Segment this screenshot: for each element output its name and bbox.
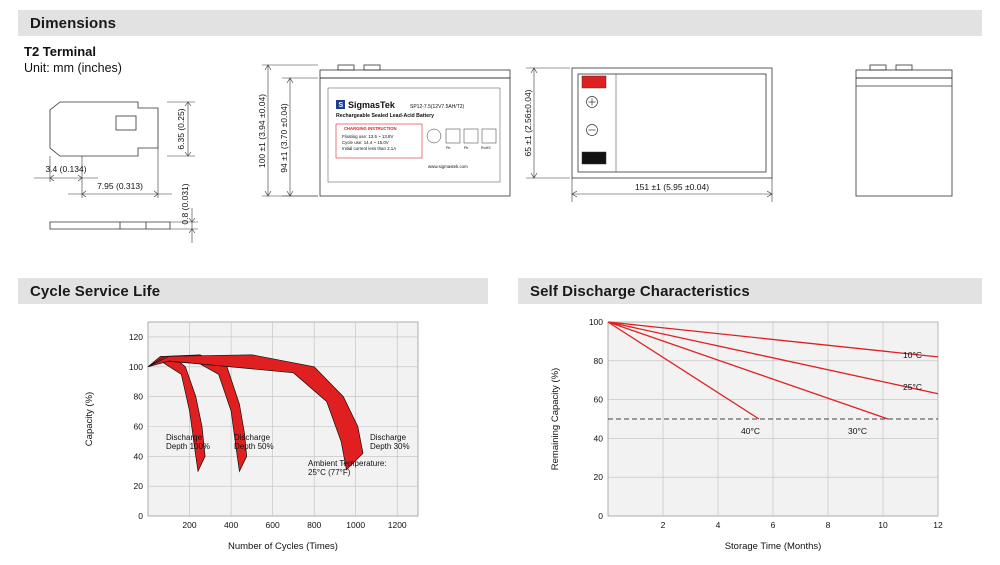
svg-text:600: 600: [265, 520, 280, 530]
label-25c: 25°C: [903, 382, 922, 392]
svg-text:100: 100: [588, 317, 603, 327]
svg-text:80: 80: [133, 391, 143, 402]
svg-text:400: 400: [224, 520, 239, 530]
chart-self-discharge: [518, 306, 988, 556]
section-header-self-discharge: [518, 278, 982, 304]
svg-text:0: 0: [598, 511, 603, 521]
svg-text:12: 12: [933, 520, 943, 530]
terminal-height-dim: 6.35 (0.25): [176, 108, 186, 150]
svg-text:Depth 100%: Depth 100%: [166, 442, 211, 451]
svg-text:CHARGING INSTRUCTION: CHARGING INSTRUCTION: [344, 126, 397, 131]
svg-text:Pb: Pb: [446, 146, 451, 150]
dimensions-subheading: [24, 44, 122, 75]
svg-text:6: 6: [770, 520, 776, 530]
svg-text:4: 4: [715, 520, 721, 530]
svg-text:80: 80: [593, 355, 603, 366]
cycle-xlabel: Number of Cycles (Times): [228, 541, 338, 552]
svg-text:8: 8: [825, 520, 831, 530]
svg-text:1200: 1200: [387, 520, 407, 530]
svg-text:200: 200: [182, 520, 197, 530]
svg-text:40: 40: [133, 451, 143, 462]
label-10c: 10°C: [903, 350, 922, 360]
label-40c: 40°C: [741, 426, 760, 436]
svg-text:2: 2: [660, 520, 666, 530]
selfdischarge-xlabel: Storage Time (Months): [724, 541, 822, 552]
svg-text:Initial current less than 2.1A: Initial current less than 2.1A: [342, 146, 397, 151]
svg-text:Cycle use: 14.4 ~ 15.0V: Cycle use: 14.4 ~ 15.0V: [342, 140, 389, 145]
section-header-dimensions: [18, 10, 982, 36]
svg-text:800: 800: [307, 520, 322, 530]
svg-text:Discharge: Discharge: [166, 433, 203, 442]
unit-note-label: Unit: mm (inches): [24, 61, 122, 75]
cycle-ylabel: Capacity (%): [84, 391, 95, 447]
section-header-cycle-service-life: [18, 278, 488, 304]
case-height-dim: 94 ±1 (3.70 ±0.04): [279, 103, 289, 173]
svg-text:S: S: [338, 102, 344, 109]
svg-text:Floating use: 13.5 ~ 13.8V: Floating use: 13.5 ~ 13.8V: [342, 134, 394, 139]
svg-text:Depth 30%: Depth 30%: [370, 442, 410, 451]
battery-top-view: [520, 56, 820, 216]
cycle-annotation-depth-50: [234, 433, 274, 451]
battery-front-view: [252, 56, 514, 216]
section-title-selfdischarge: Self Discharge Characteristics: [530, 282, 750, 300]
svg-text:SP12-7.5(12V7.5AH/T2): SP12-7.5(12V7.5AH/T2): [410, 104, 465, 110]
overall-height-dim: 100 ±1 (3.94 ±0.04): [257, 93, 267, 169]
svg-text:RoHS: RoHS: [481, 146, 491, 150]
svg-text:20: 20: [133, 481, 143, 492]
svg-text:25°C (77°F): 25°C (77°F): [308, 468, 351, 477]
svg-text:60: 60: [133, 421, 143, 432]
terminal-width-mid-dim: 7.95 (0.313): [97, 181, 143, 191]
svg-text:20: 20: [593, 472, 603, 483]
depth-dim: 65 ±1 (2.56±0.04): [523, 89, 533, 157]
svg-text:40: 40: [593, 433, 603, 444]
svg-text:Ambient Temperature:: Ambient Temperature:: [308, 459, 387, 468]
svg-text:Rechargeable Sealed Lead-Acid: Rechargeable Sealed Lead-Acid Battery: [336, 113, 435, 119]
svg-text:0: 0: [138, 511, 143, 521]
section-title-dimensions: Dimensions: [30, 14, 117, 32]
svg-text:60: 60: [593, 394, 603, 405]
svg-text:www.sigmastek.com: www.sigmastek.com: [428, 164, 468, 169]
battery-brand: [336, 100, 396, 110]
terminal-type-label: T2 Terminal: [24, 44, 97, 59]
svg-text:Discharge: Discharge: [234, 433, 271, 442]
svg-text:10: 10: [878, 520, 888, 530]
svg-text:120: 120: [128, 331, 143, 342]
section-title-cycle: Cycle Service Life: [30, 282, 161, 300]
length-dim: 151 ±1 (5.95 ±0.04): [634, 182, 710, 192]
t2-terminal-drawing: [20, 86, 240, 256]
cycle-annotation-depth-30: [370, 433, 410, 451]
svg-text:Discharge: Discharge: [370, 433, 407, 442]
svg-text:Pb: Pb: [464, 146, 469, 150]
terminal-thickness-dim: 0.8 (0.031): [180, 183, 190, 225]
selfdischarge-ylabel: Remaining Capacity (%): [550, 367, 561, 471]
battery-side-view: [836, 56, 986, 216]
label-30c: 30°C: [848, 426, 867, 436]
svg-text:SigmasTek: SigmasTek: [348, 100, 395, 110]
svg-text:Depth 50%: Depth 50%: [234, 442, 274, 451]
terminal-width-left-dim: 3.4 (0.134): [45, 164, 87, 174]
chart-cycle-service-life: [18, 306, 488, 556]
svg-text:1000: 1000: [346, 520, 366, 530]
svg-text:100: 100: [128, 361, 143, 372]
